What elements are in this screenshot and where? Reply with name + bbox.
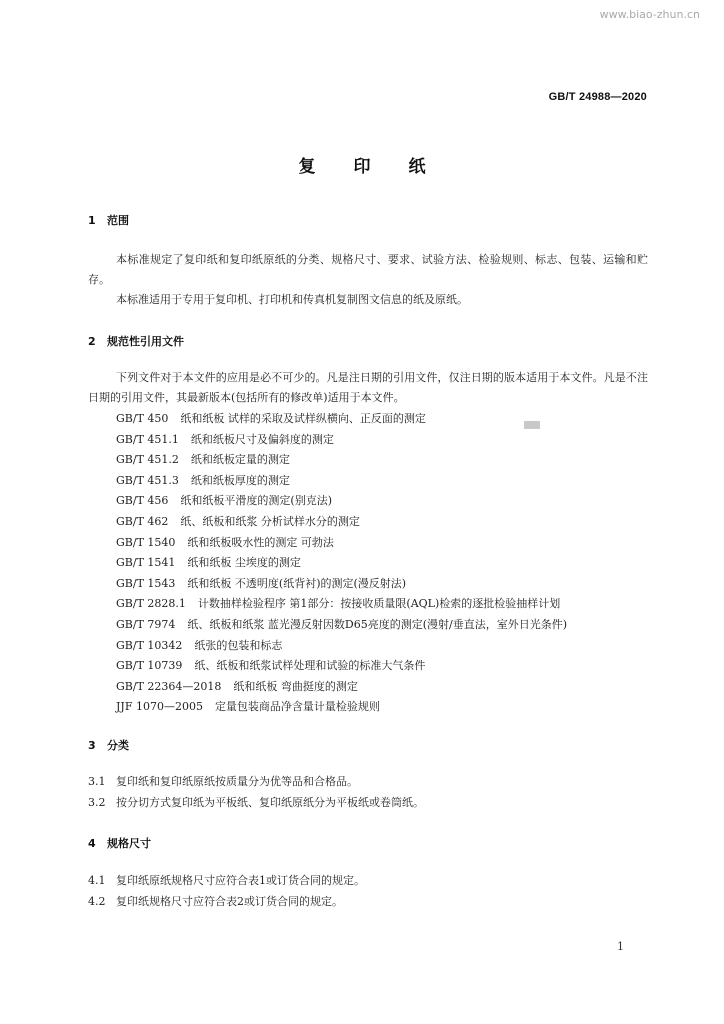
list-item <box>116 409 567 430</box>
section-title: 规格尺寸 <box>107 837 151 850</box>
reference-code: GB/T 10342 <box>116 638 183 652</box>
reference-code: GB/T 7974 <box>116 617 176 631</box>
section-title: 范围 <box>107 214 129 227</box>
reference-code: GB/T 1541 <box>116 556 176 570</box>
clause-text: 复印纸和复印纸原纸按质量分为优等品和合格品。 <box>116 775 358 788</box>
list-item <box>116 636 567 657</box>
clause-text: 复印纸原纸规格尺寸应符合表1或订货合同的规定。 <box>116 874 365 887</box>
reference-title: 纸、纸板和纸浆 分析试样水分的测定 <box>180 514 360 528</box>
reference-title: 纸和纸板 不透明度(纸背衬)的测定(漫反射法) <box>187 576 407 590</box>
reference-title: 纸张的包装和标志 <box>194 638 283 652</box>
list-item <box>116 533 567 554</box>
section-number: 1 <box>88 214 96 227</box>
clause-3-2 <box>88 794 424 810</box>
reference-code: GB/T 451.1 <box>116 432 179 446</box>
list-item <box>116 574 567 595</box>
watermark: www.biao-zhun.cn <box>599 8 700 21</box>
reference-title: 定量包装商品净含量计量检验规则 <box>214 700 380 714</box>
reference-title: 纸和纸板吸水性的测定 可勃法 <box>187 535 334 549</box>
reference-code: GB/T 451.2 <box>116 453 179 467</box>
reference-title: 纸和纸板尺寸及偏斜度的测定 <box>190 432 334 446</box>
list-item <box>116 615 567 636</box>
reference-code: GB/T 462 <box>116 514 169 528</box>
reference-title: 纸、纸板和纸浆 蓝光漫反射因数D65亮度的测定(漫射/垂直法，室外日光条件) <box>187 617 568 631</box>
reference-code: GB/T 10739 <box>116 659 183 673</box>
reference-code: JJF 1070—2005 <box>116 700 203 714</box>
list-item <box>116 594 567 615</box>
reference-code: GB/T 451.3 <box>116 473 179 487</box>
section-heading-scope <box>88 212 129 228</box>
section-title: 分类 <box>107 739 129 752</box>
page-number: 1 <box>617 940 624 953</box>
clause-number: 3.1 <box>88 775 106 788</box>
reference-title: 纸和纸板 尘埃度的测定 <box>187 556 301 570</box>
scope-paragraph-2: 本标准适用于专用于复印机、打印机和传真机复制图文信息的纸及原纸。 <box>116 293 468 306</box>
reference-title: 计数抽样检验程序 第1部分：按接收质量限(AQL)检索的逐批检验抽样计划 <box>197 597 561 611</box>
reference-title: 纸和纸板厚度的测定 <box>190 473 290 487</box>
list-item <box>116 450 567 471</box>
clause-4-1 <box>88 872 365 888</box>
reference-title: 纸和纸板 试样的采取及试样纵横向、正反面的测定 <box>180 412 426 425</box>
list-item <box>116 512 567 533</box>
reference-title: 纸和纸板定量的测定 <box>190 453 290 467</box>
list-item <box>116 430 567 451</box>
normative-intro: 下列文件对于本文件的应用是必不可少的。凡是注日期的引用文件，仅注日期的版本适用于本文件。凡是不注日期的引用文件，其最新版本(包括所有的修改单)适用于本文件。 <box>88 371 648 404</box>
section-number: 4 <box>88 837 96 850</box>
standard-number: GB/T 24988—2020 <box>548 91 647 103</box>
list-item <box>116 697 567 718</box>
section-heading-size <box>88 835 151 851</box>
list-item <box>116 677 567 698</box>
section-title: 规范性引用文件 <box>107 335 184 348</box>
clause-4-2 <box>88 893 343 909</box>
clause-text: 复印纸规格尺寸应符合表2或订货合同的规定。 <box>116 895 343 908</box>
reference-code: GB/T 1543 <box>116 576 176 590</box>
section-number: 3 <box>88 739 96 752</box>
list-item <box>116 656 567 677</box>
reference-code: GB/T 2828.1 <box>116 597 186 611</box>
list-item <box>116 491 567 512</box>
list-item <box>116 471 567 492</box>
reference-list <box>116 409 567 718</box>
page-title: 复印纸 <box>298 157 464 177</box>
clause-number: 3.2 <box>88 796 106 809</box>
list-item <box>116 553 567 574</box>
reference-title: 纸、纸板和纸浆试样处理和试验的标准大气条件 <box>194 659 426 673</box>
clause-3-1 <box>88 773 358 789</box>
reference-code: GB/T 22364—2018 <box>116 679 222 693</box>
clause-number: 4.2 <box>88 895 106 908</box>
section-heading-classification <box>88 737 129 753</box>
clause-number: 4.1 <box>88 874 106 887</box>
clause-text: 按分切方式复印纸为平板纸、复印纸原纸分为平板纸或卷筒纸。 <box>116 796 424 809</box>
reference-code: GB/T 456 <box>116 494 169 508</box>
reference-code: GB/T 1540 <box>116 535 176 549</box>
reference-code: GB/T 450 <box>116 412 169 425</box>
section-heading-normative <box>88 333 184 349</box>
reference-title: 纸和纸板平滑度的测定(别克法) <box>180 494 332 508</box>
reference-title: 纸和纸板 弯曲挺度的测定 <box>233 679 358 693</box>
section-number: 2 <box>88 335 96 348</box>
scope-paragraph-1: 本标准规定了复印纸和复印纸原纸的分类、规格尺寸、要求、试验方法、检验规则、标志、包装、运输和贮存。 <box>88 253 648 286</box>
